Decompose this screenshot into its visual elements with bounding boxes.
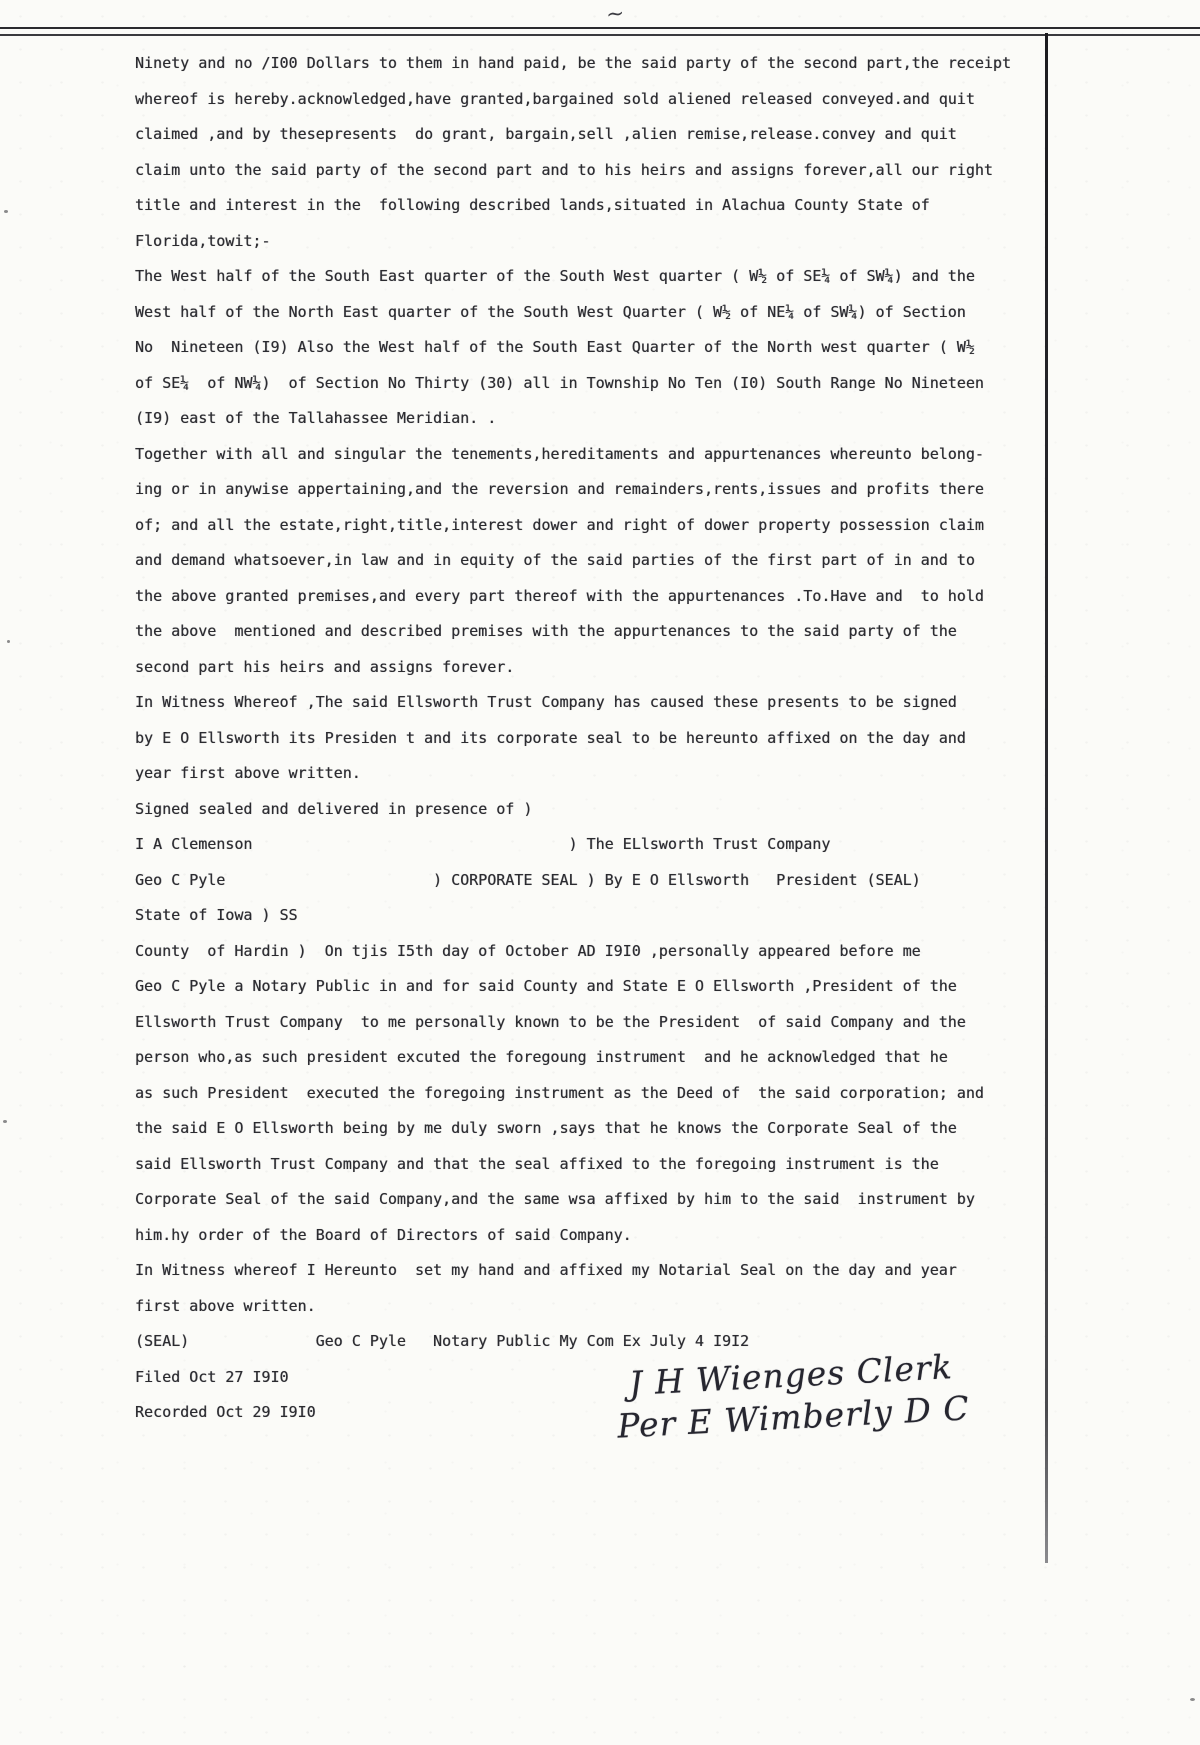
document-line: Recorded Oct 29 I9I0 (135, 1403, 316, 1421)
document-line: title and interest in the following described lands,situated in Alachua County State of (135, 196, 930, 214)
document-line: claim unto the said party of the second part and to his heirs and assigns forever,all our right (135, 160, 993, 179)
scan-speck (4, 210, 8, 213)
document-line: as such President executed the foregoing instrument as the Deed of the said corporation; and (135, 1083, 984, 1102)
document-line: the above granted premises,and every part thereof with the appurtenances .To.Have and to hold (135, 586, 984, 605)
document-line: Together with all and singular the tenements,hereditaments and appurtenances whereunto belong- (135, 444, 984, 463)
document-line: and demand whatsoever,in law and in equity of the said parties of the first part of in and to (135, 551, 975, 569)
document-body (135, 46, 1040, 1431)
document-line: Florida,towit;- (135, 231, 271, 250)
signature-line-deputy: Per E Wimberly D C (616, 1388, 971, 1446)
document-line: State of Iowa ) SS (135, 906, 298, 924)
document-line: of; and all the estate,right,title,interest dower and right of dower property possession claim (135, 515, 984, 534)
document-line: Filed Oct 27 I9I0 (135, 1367, 289, 1386)
document-line: West half of the North East quarter of the South West Quarter ( W½ of NE¼ of SW¼) of Section (135, 302, 966, 321)
document-line: Ninety and no /I00 Dollars to them in hand paid, be the said party of the second part,the receipt (135, 54, 1011, 72)
scan-top-edge-line (0, 27, 1200, 36)
document-line: him.hy order of the Board of Directors of said Company. (135, 1225, 632, 1244)
scan-speck (3, 1120, 7, 1123)
document-line: (SEAL) Geo C Pyle Notary Public My Com Ex July 4 I9I2 (135, 1332, 750, 1350)
document-line: first above written. (135, 1296, 316, 1315)
signature-line-clerk: J H Wienges Clerk (628, 1347, 954, 1403)
document-line: No Nineteen (I9) Also the West half of the South East Quarter of the North west quarter ( W½ (135, 338, 975, 356)
document-line: In Witness whereof I Hereunto set my hand and affixed my Notarial Seal on the day and year (135, 1261, 957, 1279)
scan-right-edge-line (1045, 33, 1048, 1563)
document-line: I A Clemenson ) The ELlsworth Trust Company (135, 835, 831, 853)
document-line: of SE¼ of NW¼) of Section No Thirty (30) all in Township No Ten (I0) South Range No Nineteen (135, 373, 984, 392)
document-line: claimed ,and by thesepresents do grant, bargain,sell ,alien remise,release.convey and quit (135, 125, 957, 143)
document-line: person who,as such president excuted the foregoung instrument and he acknowledged that he (135, 1048, 948, 1066)
document-line: In Witness Whereof ,The said Ellsworth Trust Company has caused these presents to be signed (135, 693, 957, 711)
document-line: Ellsworth Trust Company to me personally known to be the President of said Company and the (135, 1012, 966, 1031)
document-line: ing or in anywise appertaining,and the reversion and remainders,rents,issues and profits there (135, 480, 984, 498)
document-line: second part his heirs and assigns forever. (135, 657, 515, 676)
document-line: said Ellsworth Trust Company and that the seal affixed to the foregoing instrument is the (135, 1154, 939, 1173)
document-line: the above mentioned and described premises with the appurtenances to the said party of the (135, 622, 957, 640)
document-line: Geo C Pyle ) CORPORATE SEAL ) By E O Ellsworth President (SEAL) (135, 870, 921, 889)
document-line: Corporate Seal of the said Company,and the same wsa affixed by him to the said instrument by (135, 1190, 975, 1208)
document-line: whereof is hereby.acknowledged,have granted,bargained sold aliened released conveyed.and quit (135, 89, 975, 108)
document-line: (I9) east of the Tallahassee Meridian. . (135, 409, 497, 427)
document-line: year first above written. (135, 764, 361, 782)
document-line: by E O Ellsworth its Presiden t and its corporate seal to be hereunto affixed on the day and (135, 728, 966, 747)
document-line: The West half of the South East quarter of the South West quarter ( W½ of SE¼ of SW¼) and the (135, 267, 975, 285)
scan-speck (1190, 1698, 1195, 1701)
document-line: County of Hardin ) On tjis I5th day of October AD I9I0 ,personally appeared before me (135, 941, 921, 960)
scan-speck (7, 640, 10, 643)
scan-squiggle-mark: ~ (604, 1, 626, 28)
document-line: Signed sealed and delivered in presence of ) (135, 799, 533, 818)
document-line: the said E O Ellsworth being by me duly sworn ,says that he knows the Corporate Seal of the (135, 1119, 957, 1137)
document-line: Geo C Pyle a Notary Public in and for said County and State E O Ellsworth ,President of the (135, 977, 957, 995)
